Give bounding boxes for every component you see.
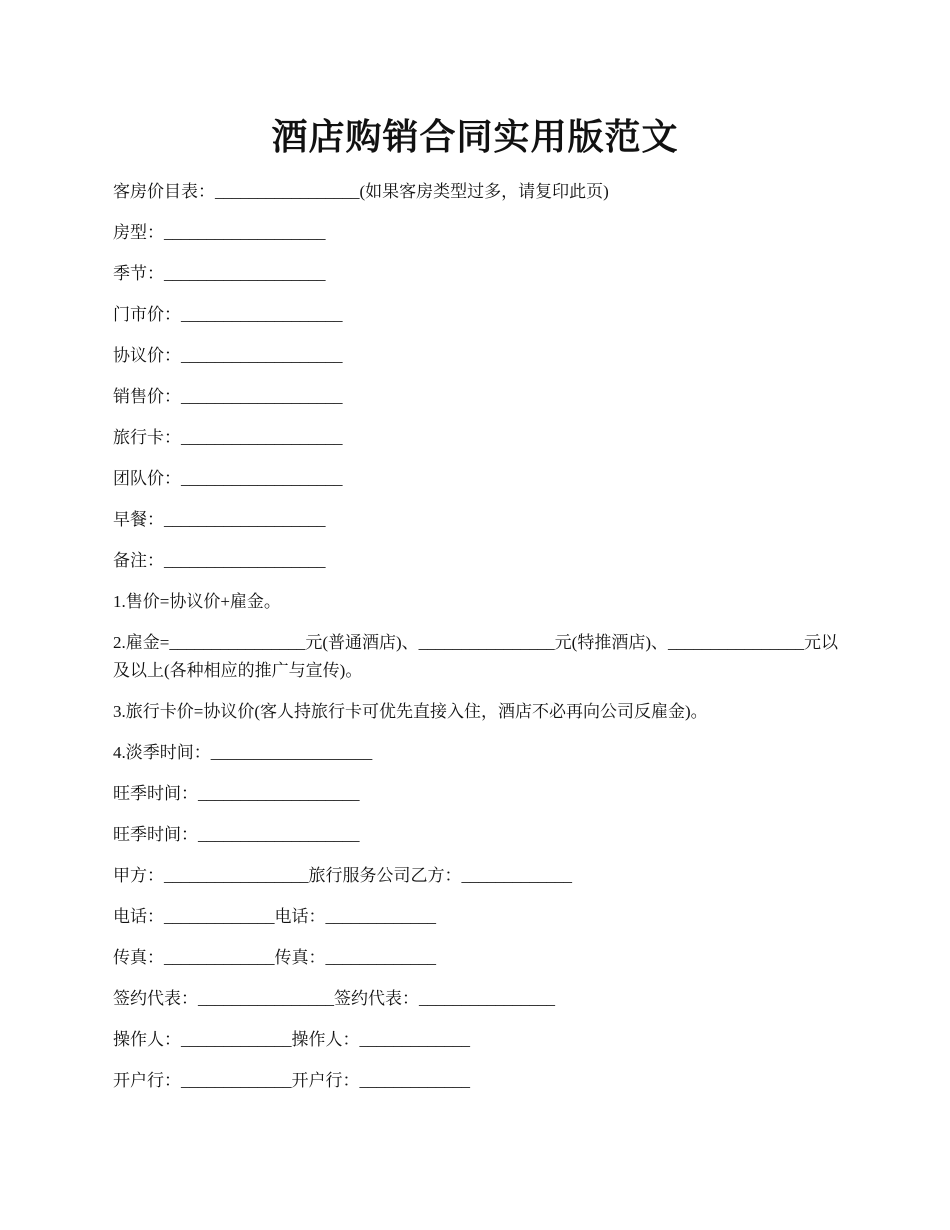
room-type-line: 房型：___________________ [113, 223, 326, 242]
clause-1: 1.售价=协议价+雇金。 [113, 592, 281, 611]
signatory-line: 签约代表：________________签约代表：________________ [113, 989, 555, 1008]
document-body [113, 178, 838, 1108]
room-price-list-line: 客房价目表：_________________(如果客房类型过多，请复印此页) [113, 182, 609, 201]
clause-3: 3.旅行卡价=协议价(客人持旅行卡可优先直接入住，酒店不必再向公司反雇金)。 [113, 702, 708, 721]
off-season-line: 4.淡季时间：___________________ [113, 743, 373, 762]
breakfast-line: 早餐：___________________ [113, 510, 326, 529]
fax-line: 传真：_____________传真：_____________ [113, 948, 436, 967]
agreed-price-line: 协议价：___________________ [113, 346, 343, 365]
phone-line: 电话：_____________电话：_____________ [113, 907, 436, 926]
document-title: 酒店购销合同实用版范文 [271, 117, 679, 157]
bank-line: 开户行：_____________开户行：_____________ [113, 1071, 470, 1090]
clause-2: 2.雇金=________________元(普通酒店)、________________元(特推酒店)、________________元以及以上(各种相应的推广与宣传)。 [113, 633, 838, 680]
peak-season-line-1: 旺季时间：___________________ [113, 784, 360, 803]
travel-card-line: 旅行卡：___________________ [113, 428, 343, 447]
sale-price-line: 销售价：___________________ [113, 387, 343, 406]
rack-rate-line: 门市价：___________________ [113, 305, 343, 324]
peak-season-line-2: 旺季时间：___________________ [113, 825, 360, 844]
party-a-b-line: 甲方：_________________旅行服务公司乙方：_____________ [113, 866, 572, 885]
remarks-line: 备注：___________________ [113, 551, 326, 570]
group-price-line: 团队价：___________________ [113, 469, 343, 488]
operator-line: 操作人：_____________操作人：_____________ [113, 1030, 470, 1049]
season-line: 季节：___________________ [113, 264, 326, 283]
